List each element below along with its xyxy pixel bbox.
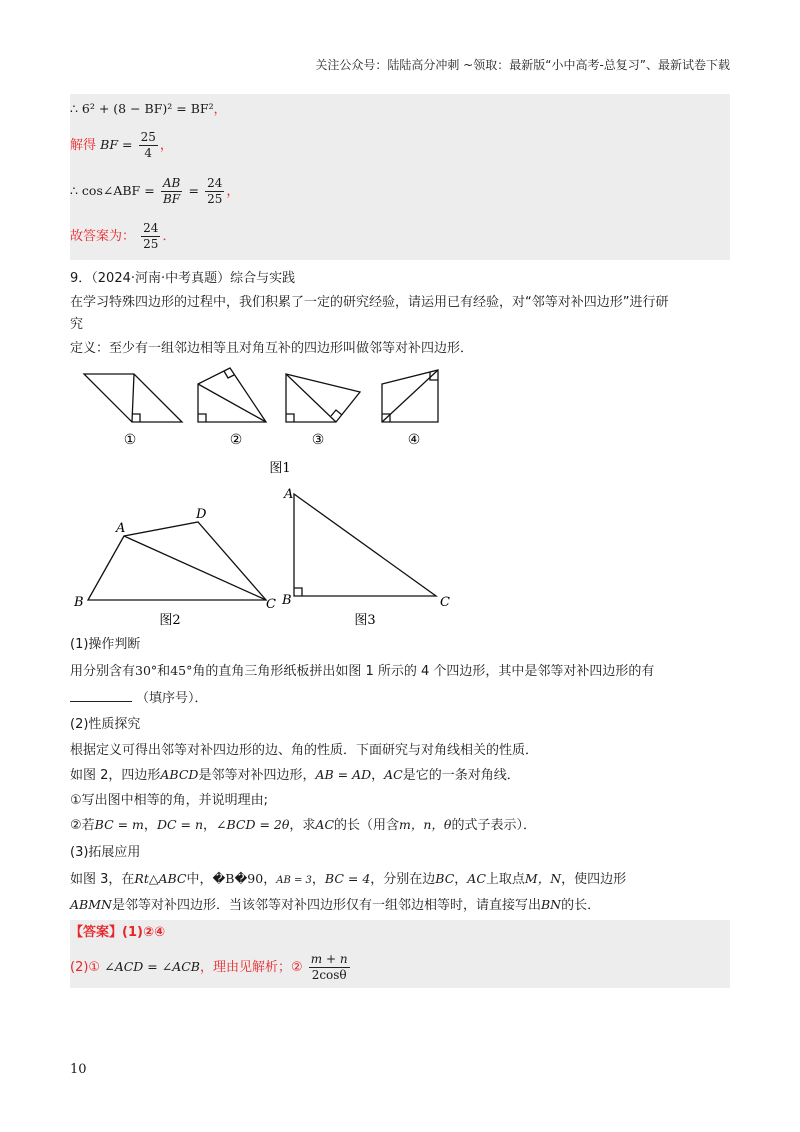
fig1-label-1: ① bbox=[123, 432, 137, 448]
answer-fraction-top: $\frac{24}{25}$ bbox=[143, 221, 159, 251]
part1-title: (1)操作判断 bbox=[70, 637, 141, 652]
figure-1 bbox=[70, 366, 470, 476]
bf-fraction: $\frac{25}{4}$ bbox=[140, 130, 156, 160]
part3-title: (3)拓展应用 bbox=[70, 845, 141, 860]
answer-tail-top: ． bbox=[162, 229, 176, 244]
fig2-caption: 图2 bbox=[159, 613, 181, 628]
answer-part2-reason: ，理由见解析；② bbox=[199, 960, 303, 975]
solve-lhs: BF = bbox=[100, 137, 133, 152]
fig1-rightmark-3a bbox=[286, 414, 294, 422]
part2-q2: ②若BC = m，DC = n，∠BCD = 2θ，求AC的长（用含m，n，θ的式子表示）． bbox=[70, 817, 536, 833]
answer-line1 bbox=[70, 924, 165, 942]
fig1-diag-2 bbox=[198, 384, 266, 422]
answer-blank[interactable] bbox=[70, 690, 132, 702]
solution-solve-line bbox=[70, 128, 173, 163]
answer-part2-fraction: $\frac{m + n}{2\cos\theta}$ bbox=[310, 952, 348, 982]
problem-intro-1: 在学习特殊四边形的过程中，我们积累了一定的研究经验，请运用已有经验，对“邻等对补四边形”进行研 bbox=[70, 295, 669, 310]
answer-line2 bbox=[70, 950, 352, 985]
cos-frac2: $\frac{24}{25}$ bbox=[207, 176, 223, 206]
fig2-point-c: C bbox=[266, 597, 276, 612]
part2-q1: ①写出图中相等的角，并说明理由; bbox=[70, 793, 269, 808]
part1-fill-line: （填序号）． bbox=[70, 690, 208, 708]
answer-part2-eq: ∠ACD = ∠ACB bbox=[104, 959, 200, 974]
solution-cos-line bbox=[70, 174, 239, 209]
fig3-point-c: C bbox=[440, 595, 450, 610]
fig1-shape-3 bbox=[286, 374, 360, 422]
problem-intro-2: 究 bbox=[70, 317, 84, 332]
fig1-rightmark-3b bbox=[331, 410, 342, 416]
cos-tail: ， bbox=[226, 184, 240, 199]
fig2-point-a: A bbox=[116, 521, 126, 536]
problem-title: 9．（2024·河南·中考真题）综合与实践 bbox=[70, 271, 296, 286]
eq1-text: ∴ 6² + (8 − BF)² = BF² bbox=[70, 101, 214, 116]
fig2-point-b: B bbox=[74, 595, 84, 610]
fig3-point-a: A bbox=[284, 487, 294, 502]
fig2-point-d: D bbox=[196, 507, 207, 522]
answer-part2-prefix: (2)① bbox=[70, 960, 101, 975]
figure-2-3 bbox=[70, 484, 470, 630]
part2-title: (2)性质探究 bbox=[70, 717, 141, 732]
answer-part1: (1)②④ bbox=[122, 925, 165, 940]
part2-line1: 根据定义可得出邻等对补四边形的边、角的性质．下面研究与对角线相关的性质． bbox=[70, 743, 539, 758]
part3-line1: 如图 3，在Rt△ABC中，�B�90，AB = 3，BC = 4，分别在边BC，AC上取点M，N，使四边形 bbox=[70, 871, 627, 887]
cos-frac1: $\frac{AB}{BF}$ bbox=[162, 176, 181, 206]
part3-line2: ABMN是邻等对补四边形．当该邻等对补四边形仅有一组邻边相等时，请直接写出BN的长． bbox=[70, 897, 601, 913]
fig1-diag-1 bbox=[132, 374, 134, 422]
solve-tail: ， bbox=[159, 138, 173, 153]
fig1-label-4: ④ bbox=[407, 432, 421, 448]
page-number: 10 bbox=[70, 1062, 87, 1077]
cos-lhs: ∴ cos∠ABF = bbox=[70, 183, 155, 198]
part1-text: 用分别含有30°和45°角的直角三角形纸板拼出如图 1 所示的 4 个四边形，其中是邻等对补四边形的有 bbox=[70, 663, 655, 679]
fig3-point-b: B bbox=[282, 593, 292, 608]
answer-label: 【答案】 bbox=[70, 925, 123, 940]
fig3-triangle bbox=[294, 494, 436, 596]
answer-label-top: 故答案为： bbox=[70, 229, 136, 244]
fig2-diag-ac bbox=[124, 536, 266, 600]
fig1-label-2: ② bbox=[229, 432, 243, 448]
fig1-rightmark-2a bbox=[198, 414, 206, 422]
fig3-caption: 图3 bbox=[354, 613, 376, 628]
fig1-caption: 图1 bbox=[269, 461, 291, 476]
fig1-label-3: ③ bbox=[311, 432, 325, 448]
cos-eq: = bbox=[188, 183, 199, 198]
fig3-rightmark bbox=[294, 588, 302, 596]
solution-answer-line bbox=[70, 220, 175, 254]
page-header: 关注公众号：陆陆高分冲刺 ~领取：最新版“小中高考-总复习”、最新试卷下载 bbox=[315, 58, 730, 72]
solve-label: 解得 bbox=[70, 138, 97, 153]
part2-line2: 如图 2，四边形ABCD是邻等对补四边形，AB = AD，AC是它的一条对角线． bbox=[70, 767, 520, 783]
problem-definition: 定义：至少有一组邻边相等且对角互补的四边形叫做邻等对补四边形． bbox=[70, 341, 474, 356]
eq1-tail: ， bbox=[213, 101, 227, 116]
solution-eq1 bbox=[70, 100, 226, 118]
fig1-rightmark-1 bbox=[132, 414, 140, 422]
